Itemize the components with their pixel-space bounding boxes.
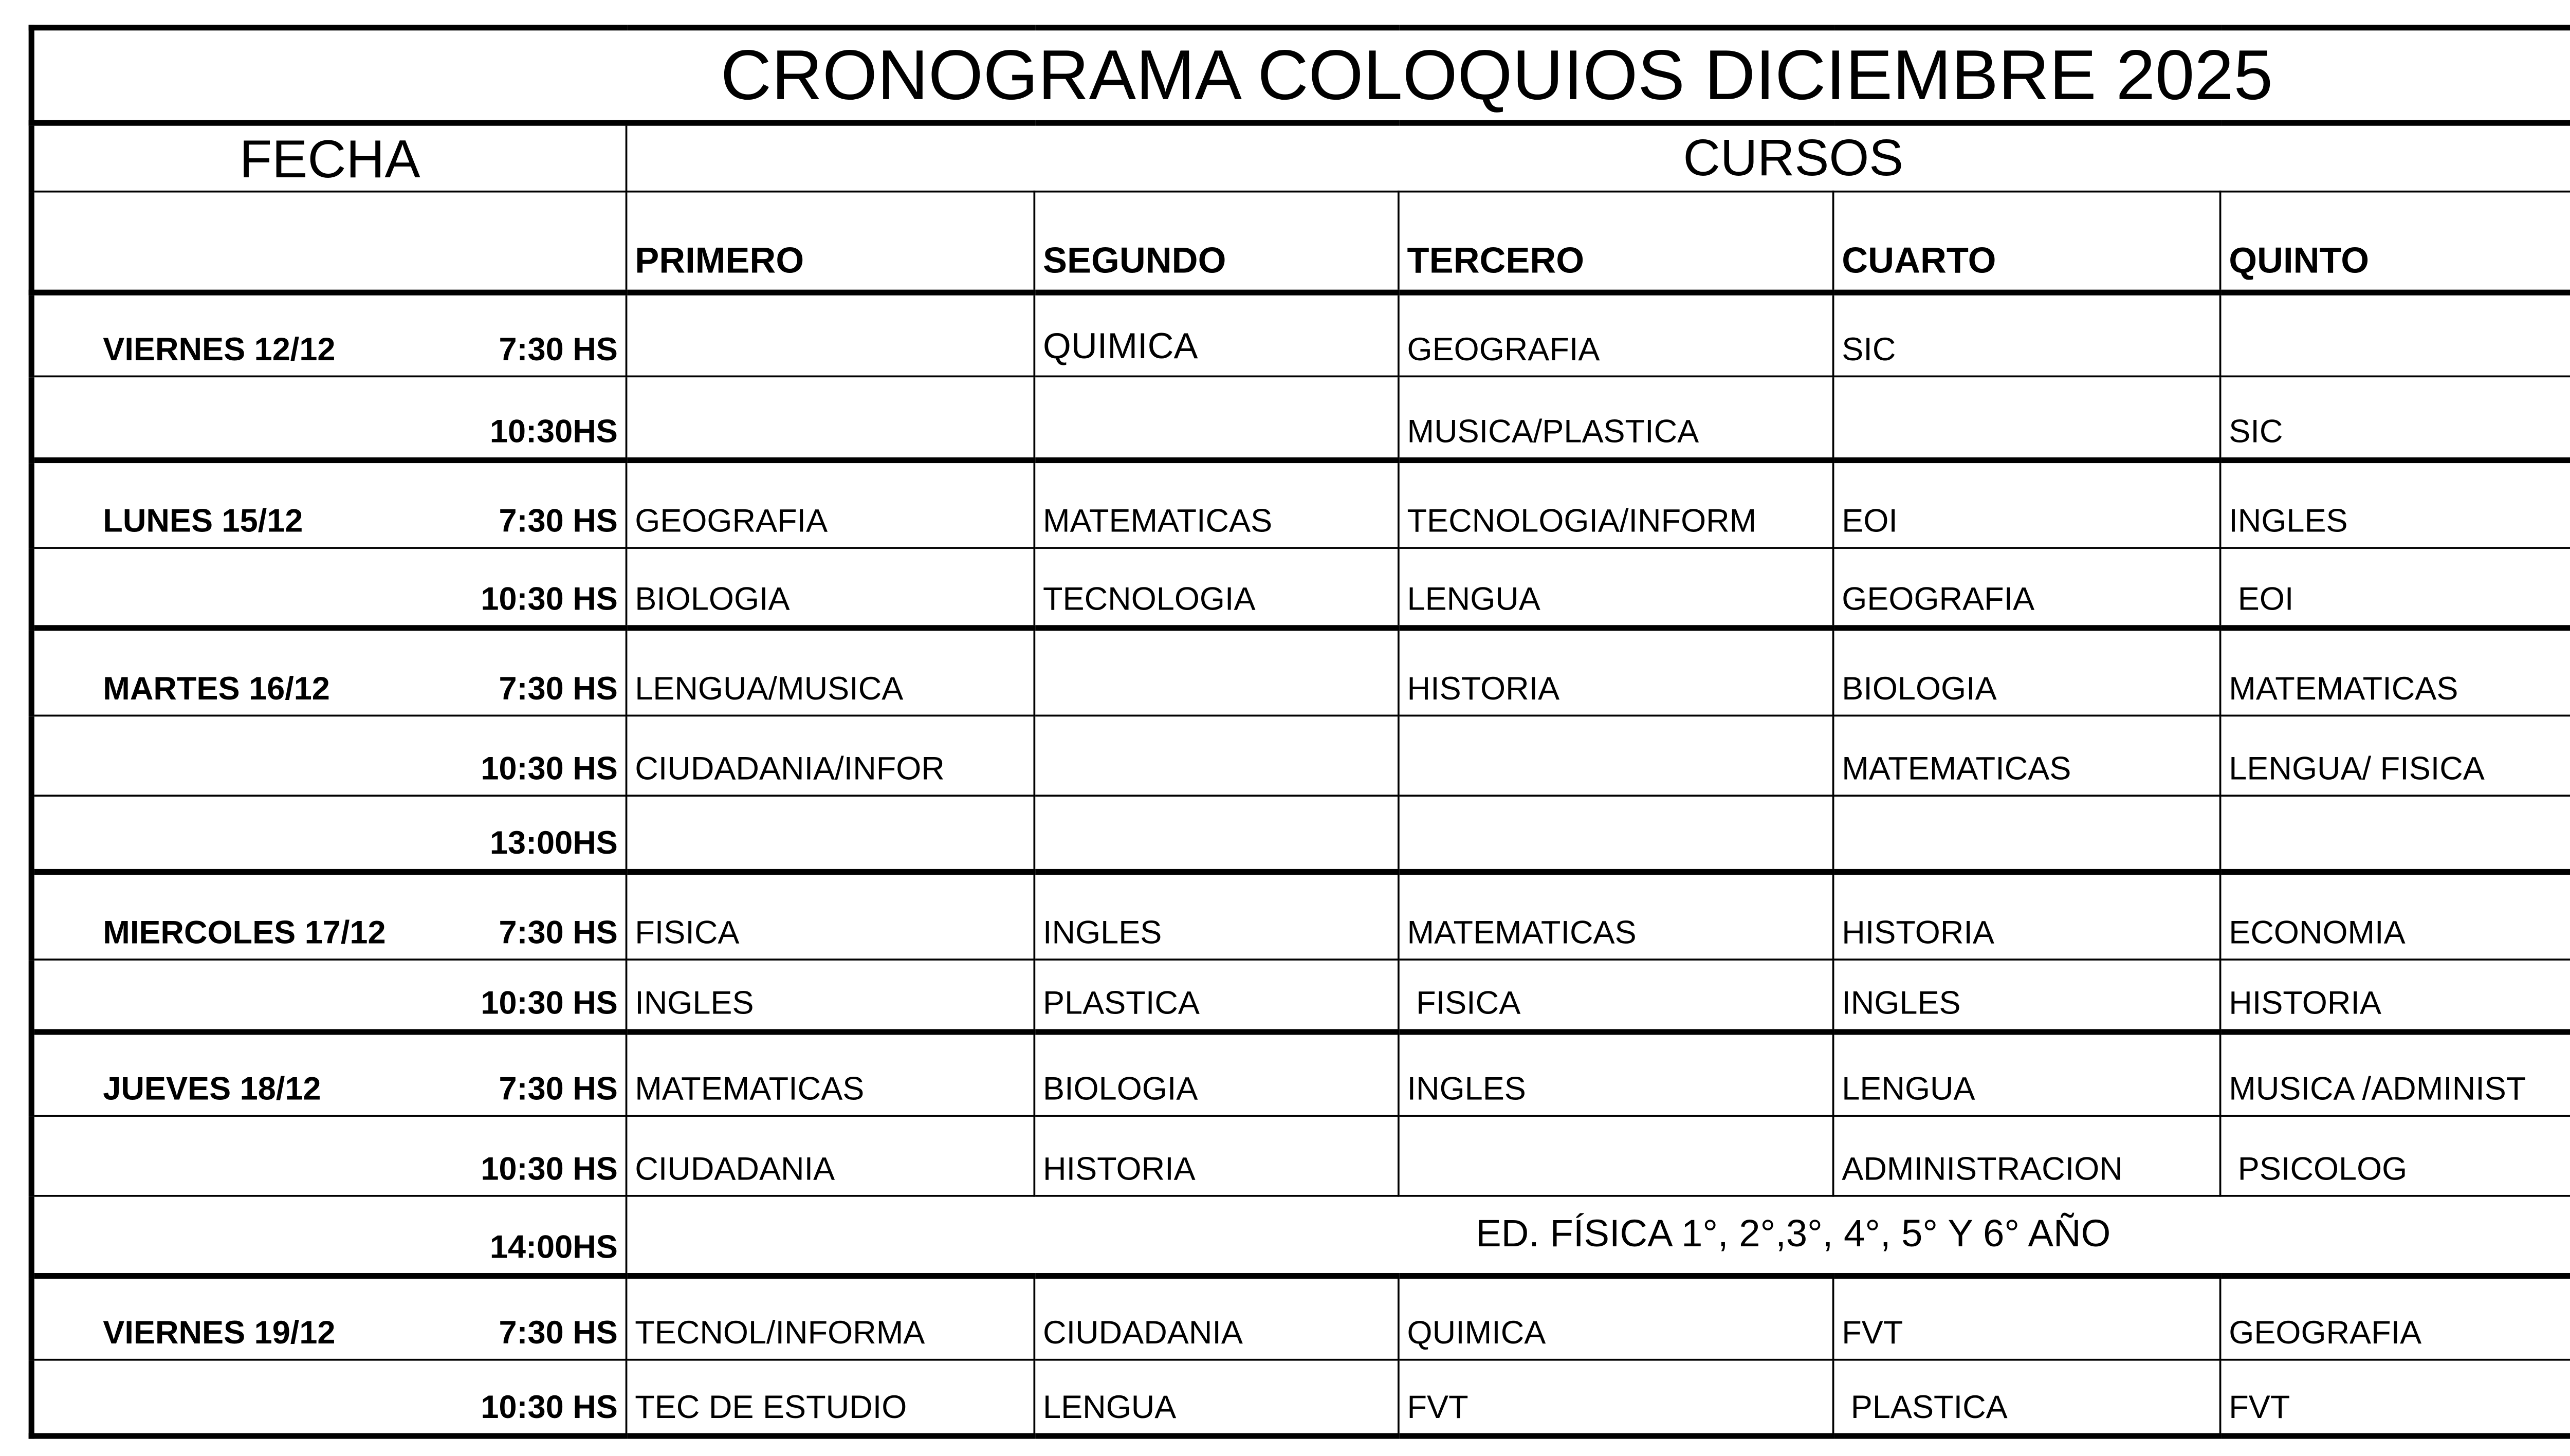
subject-cell-quinto bbox=[2220, 796, 2570, 872]
day-label bbox=[42, 825, 446, 863]
day-label: MIERCOLES 17/12 bbox=[103, 914, 386, 951]
schedule-row bbox=[31, 1116, 2570, 1196]
subject-cell-segundo bbox=[1034, 715, 1398, 796]
subject-cell-cuarto: MATEMATICAS bbox=[1833, 715, 2220, 796]
subject-cell-cuarto: GEOGRAFIA bbox=[1833, 548, 2220, 628]
time-label: 10:30 HS bbox=[481, 581, 618, 618]
subject-cell-segundo: TECNOLOGIA bbox=[1034, 548, 1398, 628]
time-label: 7:30 HS bbox=[499, 503, 618, 540]
schedule-row bbox=[31, 628, 2570, 716]
day-label bbox=[42, 1229, 446, 1267]
time-label: 7:30 HS bbox=[499, 331, 618, 368]
subject-cell-quinto: MUSICA /ADMINIST bbox=[2220, 1032, 2570, 1116]
day-label: VIERNES 19/12 bbox=[103, 1315, 336, 1352]
time-label: 10:30 HS bbox=[481, 1389, 618, 1426]
subject-cell-tercero: FISICA bbox=[1399, 960, 1833, 1032]
header-spacer bbox=[31, 192, 626, 293]
date-time-cell bbox=[31, 376, 626, 460]
date-time-cell bbox=[31, 960, 626, 1032]
subject-cell-quinto: HISTORIA bbox=[2220, 960, 2570, 1032]
subject-cell-quinto: PSICOLOG bbox=[2220, 1116, 2570, 1196]
schedule-row bbox=[31, 715, 2570, 796]
subject-cell-primero: MATEMATICAS bbox=[627, 1032, 1035, 1116]
subject-cell-quinto bbox=[2220, 292, 2570, 376]
subject-cell-quinto: ECONOMIA bbox=[2220, 872, 2570, 960]
subject-cell-cuarto: INGLES bbox=[1833, 960, 2220, 1032]
subject-cell-tercero bbox=[1399, 1116, 1833, 1196]
subject-cell-primero: GEOGRAFIA bbox=[627, 460, 1035, 548]
time-label: 13:00HS bbox=[489, 825, 618, 862]
date-time-cell bbox=[31, 548, 626, 628]
time-label: 7:30 HS bbox=[499, 1071, 618, 1108]
subject-cell-cuarto: BIOLOGIA bbox=[1833, 628, 2220, 716]
day-label: MARTES 16/12 bbox=[103, 671, 330, 707]
subject-cell-tercero: QUIMICA bbox=[1399, 1276, 1833, 1360]
subject-cell-tercero: MUSICA/PLASTICA bbox=[1399, 376, 1833, 460]
subject-cell-primero: TEC DE ESTUDIO bbox=[627, 1360, 1035, 1436]
time-label: 10:30 HS bbox=[481, 985, 618, 1022]
schedule-row bbox=[31, 1360, 2570, 1436]
subject-cell-primero bbox=[627, 796, 1035, 872]
date-time-cell bbox=[31, 715, 626, 796]
subject-cell-tercero: MATEMATICAS bbox=[1399, 872, 1833, 960]
subject-cell-segundo: MATEMATICAS bbox=[1034, 460, 1398, 548]
time-label: 7:30 HS bbox=[499, 914, 618, 951]
subject-cell-cuarto: LENGUA bbox=[1833, 1032, 2220, 1116]
day-label: VIERNES 12/12 bbox=[103, 331, 336, 368]
subject-cell-primero: INGLES bbox=[627, 960, 1035, 1032]
subject-cell-cuarto bbox=[1833, 376, 2220, 460]
day-label bbox=[42, 581, 446, 619]
cursos-header: CURSOS bbox=[627, 123, 2570, 191]
subject-cell-quinto: GEOGRAFIA bbox=[2220, 1276, 2570, 1360]
course-header-cuarto: CUARTO bbox=[1833, 192, 2220, 293]
schedule-row bbox=[31, 376, 2570, 460]
subject-cell-quinto: LENGUA/ FISICA bbox=[2220, 715, 2570, 796]
merged-exam-cell: ED. FÍSICA 1°, 2°,3°, 4°, 5° Y 6° AÑO bbox=[627, 1196, 2570, 1276]
course-header-segundo: SEGUNDO bbox=[1034, 192, 1398, 293]
subject-cell-segundo: HISTORIA bbox=[1034, 1116, 1398, 1196]
time-label: 10:30 HS bbox=[481, 750, 618, 787]
subject-cell-primero bbox=[627, 376, 1035, 460]
schedule-table bbox=[29, 25, 2570, 1439]
day-label bbox=[42, 1151, 446, 1189]
subject-cell-primero: CIUDADANIA bbox=[627, 1116, 1035, 1196]
date-time-cell bbox=[31, 872, 626, 960]
subject-cell-tercero bbox=[1399, 715, 1833, 796]
subject-cell-primero: FISICA bbox=[627, 872, 1035, 960]
subject-cell-cuarto: SIC bbox=[1833, 292, 2220, 376]
time-label: 14:00HS bbox=[489, 1229, 618, 1266]
schedule-row bbox=[31, 796, 2570, 872]
subject-cell-segundo: LENGUA bbox=[1034, 1360, 1398, 1436]
course-header-primero: PRIMERO bbox=[627, 192, 1035, 293]
time-label: 10:30HS bbox=[489, 413, 618, 450]
subject-cell-tercero: TECNOLOGIA/INFORM bbox=[1399, 460, 1833, 548]
subject-cell-segundo bbox=[1034, 796, 1398, 872]
schedule-row bbox=[31, 1276, 2570, 1360]
subject-cell-tercero: FVT bbox=[1399, 1360, 1833, 1436]
subject-cell-primero: LENGUA/MUSICA bbox=[627, 628, 1035, 716]
date-time-cell bbox=[31, 1276, 626, 1360]
subject-cell-tercero bbox=[1399, 796, 1833, 872]
subject-cell-cuarto: PLASTICA bbox=[1833, 1360, 2220, 1436]
day-label bbox=[42, 414, 446, 452]
time-label: 7:30 HS bbox=[499, 1315, 618, 1352]
schedule-row bbox=[31, 872, 2570, 960]
schedule-row bbox=[31, 1032, 2570, 1116]
subject-cell-segundo: BIOLOGIA bbox=[1034, 1032, 1398, 1116]
subject-cell-primero: TECNOL/INFORMA bbox=[627, 1276, 1035, 1360]
schedule-row bbox=[31, 548, 2570, 628]
date-time-cell bbox=[31, 292, 626, 376]
day-label: JUEVES 18/12 bbox=[103, 1071, 321, 1108]
subject-cell-segundo: INGLES bbox=[1034, 872, 1398, 960]
subject-cell-quinto: FVT bbox=[2220, 1360, 2570, 1436]
day-label bbox=[42, 1389, 446, 1427]
page-title: CRONOGRAMA COLOQUIOS DICIEMBRE 2025 bbox=[31, 28, 2570, 123]
subject-cell-quinto: INGLES bbox=[2220, 460, 2570, 548]
day-label bbox=[42, 751, 446, 789]
date-time-cell bbox=[31, 1032, 626, 1116]
schedule-row bbox=[31, 292, 2570, 376]
subject-cell-primero: CIUDADANIA/INFOR bbox=[627, 715, 1035, 796]
subject-cell-cuarto bbox=[1833, 796, 2220, 872]
date-time-cell bbox=[31, 628, 626, 716]
subject-cell-segundo: CIUDADANIA bbox=[1034, 1276, 1398, 1360]
subject-cell-quinto: SIC bbox=[2220, 376, 2570, 460]
subject-cell-cuarto: EOI bbox=[1833, 460, 2220, 548]
date-time-cell bbox=[31, 1116, 626, 1196]
schedule-row bbox=[31, 1196, 2570, 1276]
subject-cell-cuarto: ADMINISTRACION bbox=[1833, 1116, 2220, 1196]
schedule-row bbox=[31, 460, 2570, 548]
subject-cell-tercero: HISTORIA bbox=[1399, 628, 1833, 716]
subject-cell-primero: BIOLOGIA bbox=[627, 548, 1035, 628]
subject-cell-quinto: EOI bbox=[2220, 548, 2570, 628]
date-time-cell bbox=[31, 1360, 626, 1436]
fecha-header: FECHA bbox=[31, 123, 626, 191]
date-time-cell bbox=[31, 1196, 626, 1276]
time-label: 7:30 HS bbox=[499, 671, 618, 707]
subject-cell-quinto: MATEMATICAS bbox=[2220, 628, 2570, 716]
subject-cell-tercero: GEOGRAFIA bbox=[1399, 292, 1833, 376]
date-time-cell bbox=[31, 460, 626, 548]
day-label bbox=[42, 985, 446, 1023]
subject-cell-segundo: PLASTICA bbox=[1034, 960, 1398, 1032]
course-header-quinto: QUINTO bbox=[2220, 192, 2570, 293]
course-header-tercero: TERCERO bbox=[1399, 192, 1833, 293]
subject-cell-segundo bbox=[1034, 628, 1398, 716]
subject-cell-cuarto: FVT bbox=[1833, 1276, 2220, 1360]
schedule-row bbox=[31, 960, 2570, 1032]
subject-cell-cuarto: HISTORIA bbox=[1833, 872, 2220, 960]
subject-cell-tercero: LENGUA bbox=[1399, 548, 1833, 628]
subject-cell-segundo: QUIMICA bbox=[1034, 292, 1398, 376]
subject-cell-segundo bbox=[1034, 376, 1398, 460]
subject-cell-primero bbox=[627, 292, 1035, 376]
day-label: LUNES 15/12 bbox=[103, 503, 303, 540]
time-label: 10:30 HS bbox=[481, 1151, 618, 1188]
date-time-cell bbox=[31, 796, 626, 872]
subject-cell-tercero: INGLES bbox=[1399, 1032, 1833, 1116]
